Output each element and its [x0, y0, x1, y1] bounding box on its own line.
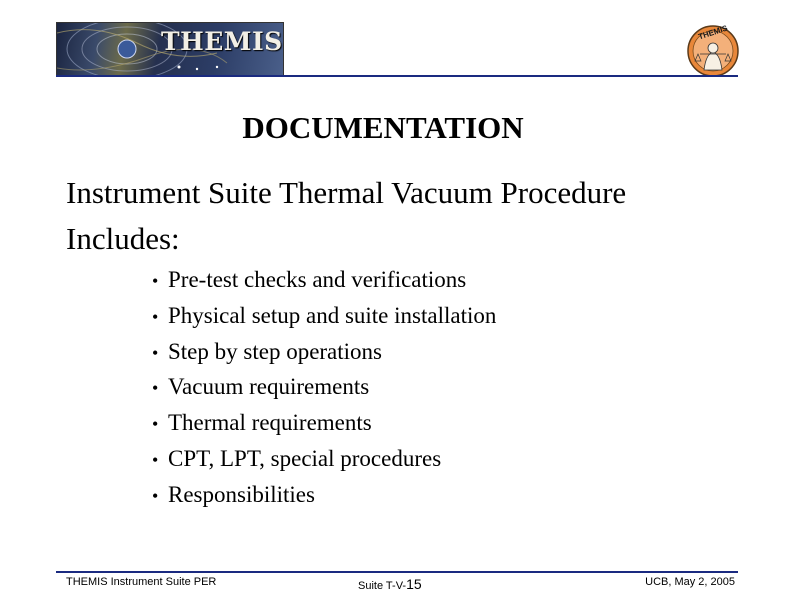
footer-left: THEMIS Instrument Suite PER [66, 576, 217, 588]
footer-center-prefix: Suite T-V- [358, 580, 407, 592]
footer-rule [56, 571, 738, 573]
bullet-dot: • [152, 342, 159, 363]
bullet-item [152, 369, 496, 405]
bullet-dot: • [152, 449, 159, 470]
bullet-text: CPT, LPT, special procedures [168, 445, 442, 471]
bullet-item [152, 298, 496, 334]
bullet-text: Physical setup and suite installation [168, 302, 497, 328]
bullet-item [152, 334, 496, 370]
bullet-text: Step by step operations [168, 338, 382, 364]
bullet-dot: • [152, 485, 159, 506]
page-number: 15 [406, 576, 422, 592]
bullet-item [152, 441, 496, 477]
bullet-text: Responsibilities [168, 481, 315, 507]
intro-text [66, 170, 766, 262]
bullet-item [152, 262, 496, 298]
bullet-dot: • [152, 378, 159, 399]
bullet-dot: • [152, 414, 159, 435]
bullet-dot: • [152, 306, 159, 327]
bullet-text: Thermal requirements [168, 410, 372, 436]
footer-center [358, 576, 422, 592]
bullet-text: Pre-test checks and verifications [168, 267, 467, 292]
bullet-item [152, 405, 496, 441]
footer-right: UCB, May 2, 2005 [645, 576, 735, 588]
intro-line-1: Instrument Suite Thermal Vacuum Procedure [66, 175, 627, 210]
logo-text: THEMIS [697, 23, 729, 42]
bullet-dot: • [152, 271, 159, 291]
slide-title: DOCUMENTATION [242, 110, 524, 145]
header-rule [56, 75, 738, 77]
bullet-text: Vacuum requirements [168, 374, 370, 400]
banner-title: THEMIS [161, 27, 283, 56]
themis-banner [56, 22, 284, 77]
bullet-list [152, 262, 496, 513]
bullet-item [152, 477, 496, 513]
intro-line-2: Includes: [66, 221, 180, 256]
